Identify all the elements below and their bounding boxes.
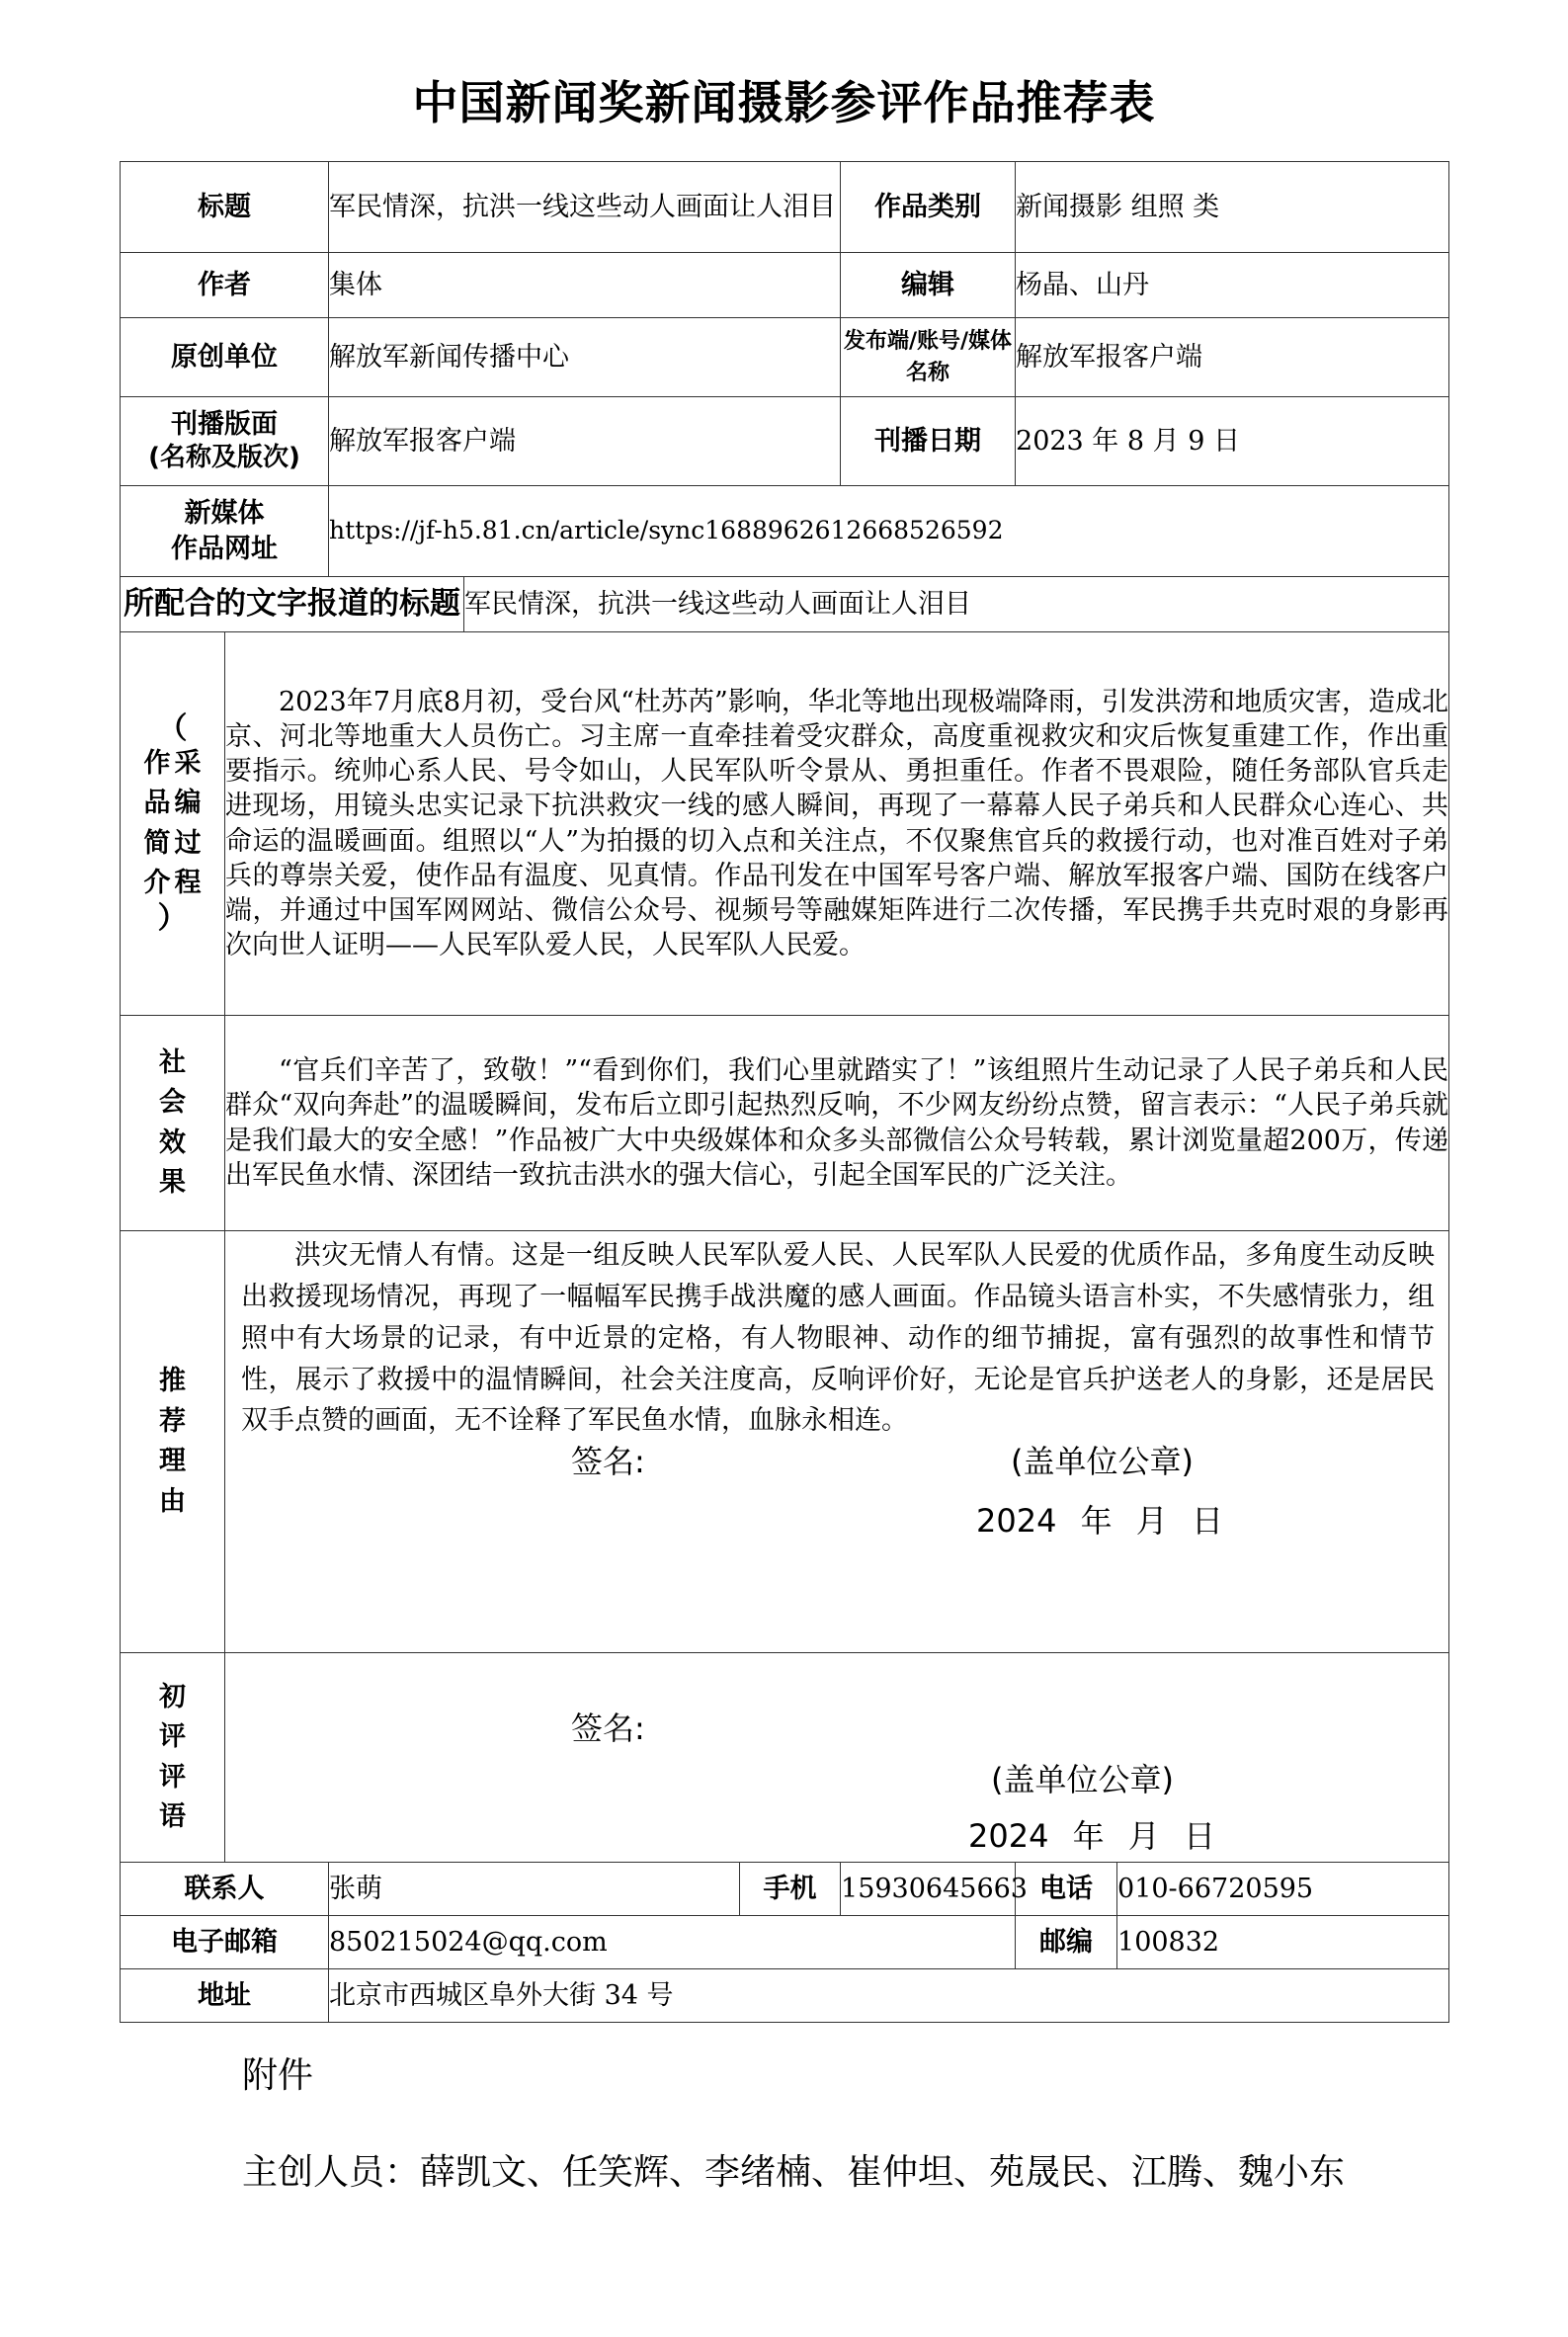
process-label-col1 — [144, 744, 171, 904]
row-initial — [121, 1653, 1449, 1863]
unit-value: 解放军新闻传播中心 — [329, 318, 841, 397]
text-title-value: 军民情深，抗洪一线这些动人画面让人泪目 — [464, 577, 1449, 632]
appendix — [242, 2047, 1378, 2214]
process-label-char: 编 — [174, 788, 202, 818]
row-author — [121, 253, 1449, 318]
date-label: 刊播日期 — [841, 397, 1016, 486]
social-text: “官兵们辛苦了，致敬！”“看到你们，我们心里就踏实了！”该组照片生动记录了人民子弟兵和人民群众“双向奔赴”的温暖瞬间，发布后立即引起热烈反响，不少网友纷纷点赞，留言表示：“人民子弟兵就是我们最大的安全感！”作品被广大中央级媒体和众多头部微信公众号转载，累计浏览量超200万，传递出军民鱼水情、深团结一致抗击洪水的强大信心，引起全国军民的广泛关注。 — [225, 1016, 1449, 1231]
process-label-char: 采 — [174, 747, 202, 779]
initial-label-char: 评 — [159, 1721, 186, 1752]
email-value[interactable]: 850215024@qq.com — [329, 1916, 1016, 1969]
text-title-label: 所配合的文字报道的标题 — [121, 577, 464, 632]
appendix-creators: 主创人员：薛凯文、任笑辉、李绪楠、崔仲坦、苑晟民、江腾、魏小东 — [242, 2152, 1346, 2193]
process-text: 2023年7月底8月初，受台风“杜苏芮”影响，华北等地出现极端降雨，引发洪涝和地质灾害，造成北京、河北等地重大人员伤亡。习主席一直牵挂着受灾群众，高度重视救灾和灾后恢复重建工作，作出重要指示。统帅心系人民、号令如山，人民军队听令景从、勇担重任。作者不畏艰险，随任务部队官兵走进现场，用镜头忠实记录下抗洪救灾一线的感人瞬间，再现了一幕幕人民子弟兵和人民群众心连心、共命运的温暖画面。组照以“人”为拍摄的切入点和关注点，不仅聚焦官兵的救援行动，也对准百姓对子弟兵的尊崇关爱，使作品有温度、见真情。作品刊发在中国军号客户端、解放军报客户端、国防在线客户端，并通过中国军网网站、微信公众号、视频号等融媒矩阵进行二次传播，军民携手共克时艰的身影再次向世人证明——人民军队爱人民，人民军队人民爱。 — [225, 632, 1449, 1016]
reason-signature-block — [225, 1443, 1448, 1554]
phone-value: 010-66720595 — [1117, 1863, 1449, 1916]
title-label: 标题 — [121, 162, 329, 253]
url-label-line2: 作品网址 — [171, 533, 278, 564]
email-label: 电子邮箱 — [121, 1916, 329, 1969]
social-label-char: 社 — [159, 1046, 186, 1078]
mobile-label: 手机 — [740, 1863, 841, 1916]
row-text-title — [121, 577, 1449, 632]
process-label-char: 作 — [143, 747, 171, 779]
process-label-col2 — [175, 744, 202, 904]
title-value: 军民情深，抗洪一线这些动人画面让人泪目 — [329, 162, 841, 253]
process-label-char: 程 — [174, 868, 202, 898]
row-process — [121, 632, 1449, 1016]
social-label-char: 效 — [159, 1127, 186, 1158]
category-label: 作品类别 — [841, 162, 1016, 253]
reason-label-char: 由 — [159, 1485, 186, 1517]
initial-label-char: 语 — [159, 1801, 186, 1832]
process-label — [121, 632, 225, 1016]
reason-label — [121, 1231, 225, 1653]
row-reason — [121, 1231, 1449, 1653]
row-layout — [121, 397, 1449, 486]
process-paren-close: ） — [157, 900, 188, 936]
mobile-value: 15930645663 — [841, 1863, 1016, 1916]
initial-stamp-note: (盖单位公章) — [991, 1761, 1174, 1798]
url-label — [121, 486, 329, 577]
initial-cell — [225, 1653, 1449, 1863]
process-label-char: 过 — [174, 827, 202, 859]
url-label-line1: 新媒体 — [184, 498, 265, 530]
row-social — [121, 1016, 1449, 1231]
process-label-char: 简 — [143, 827, 171, 859]
initial-label-char: 评 — [159, 1761, 186, 1793]
social-label — [121, 1016, 225, 1231]
row-title — [121, 162, 1449, 253]
publisher-label: 发布端/账号/媒体名称 — [841, 318, 1016, 397]
process-label-char: 介 — [143, 868, 171, 898]
reason-date: 2024 年 月 日 — [976, 1502, 1223, 1541]
initial-sign-label: 签名: — [571, 1710, 645, 1747]
reason-sign-label: 签名: — [571, 1443, 645, 1481]
address-value: 北京市西城区阜外大街 34 号 — [329, 1969, 1449, 2023]
initial-label-col — [123, 1678, 222, 1838]
editor-label: 编辑 — [841, 253, 1016, 318]
address-label: 地址 — [121, 1969, 329, 2023]
reason-label-char: 理 — [159, 1446, 186, 1476]
row-address — [121, 1969, 1449, 2023]
initial-label — [121, 1653, 225, 1863]
social-label-col — [123, 1043, 222, 1204]
layout-label — [121, 397, 329, 486]
reason-label-char: 推 — [159, 1366, 186, 1396]
unit-label: 原创单位 — [121, 318, 329, 397]
zip-value: 100832 — [1117, 1916, 1449, 1969]
recommendation-form — [120, 161, 1449, 2023]
row-contact — [121, 1863, 1449, 1916]
process-paren-open: （ — [157, 710, 188, 746]
zip-label: 邮编 — [1016, 1916, 1117, 1969]
contact-label: 联系人 — [121, 1863, 329, 1916]
document-title: 中国新闻奖新闻摄影参评作品推荐表 — [412, 76, 1156, 129]
reason-label-char: 荐 — [159, 1405, 186, 1437]
layout-label-line2: (名称及版次) — [148, 443, 300, 473]
initial-date: 2024 年 月 日 — [968, 1817, 1215, 1855]
layout-label-line1: 刊播版面 — [171, 409, 278, 441]
reason-stamp-note: (盖单位公章) — [1011, 1443, 1194, 1481]
category-value: 新闻摄影 组照 类 — [1016, 162, 1449, 253]
social-label-char: 果 — [159, 1167, 186, 1198]
process-label-char: 品 — [143, 788, 171, 818]
row-unit — [121, 318, 1449, 397]
reason-cell — [225, 1231, 1449, 1653]
date-value: 2023 年 8 月 9 日 — [1016, 397, 1449, 486]
reason-text: 洪灾无情人有情。这是一组反映人民军队爱人民、人民军队人民爱的优质作品，多角度生动反映出救援现场情况，再现了一幅幅军民携手战洪魔的感人画面。作品镜头语言朴实，不失感情张力，组照中有大场景的记录，有中近景的定格，有人物眼神、动作的细节捕捉，富有强烈的故事性和情节性，展示了救援中的温情瞬间，社会关注度高，反响评价好，无论是官兵护送老人的身影，还是居民双手点赞的画面，无不诠释了军民鱼水情，血脉永相连。 — [241, 1240, 1436, 1437]
phone-label: 电话 — [1016, 1863, 1117, 1916]
row-email — [121, 1916, 1449, 1969]
initial-label-char: 初 — [159, 1681, 186, 1712]
author-label: 作者 — [121, 253, 329, 318]
url-value[interactable]: https://jf-h5.81.cn/article/sync1688962612668526592 — [329, 486, 1449, 577]
author-value: 集体 — [329, 253, 841, 318]
editor-value: 杨晶、山丹 — [1016, 253, 1449, 318]
layout-value: 解放军报客户端 — [329, 397, 841, 486]
reason-label-col — [123, 1362, 222, 1522]
publisher-value: 解放军报客户端 — [1016, 318, 1449, 397]
row-url — [121, 486, 1449, 577]
appendix-title: 附件 — [242, 2055, 314, 2096]
social-label-char: 会 — [159, 1087, 186, 1118]
contact-value: 张萌 — [329, 1863, 740, 1916]
